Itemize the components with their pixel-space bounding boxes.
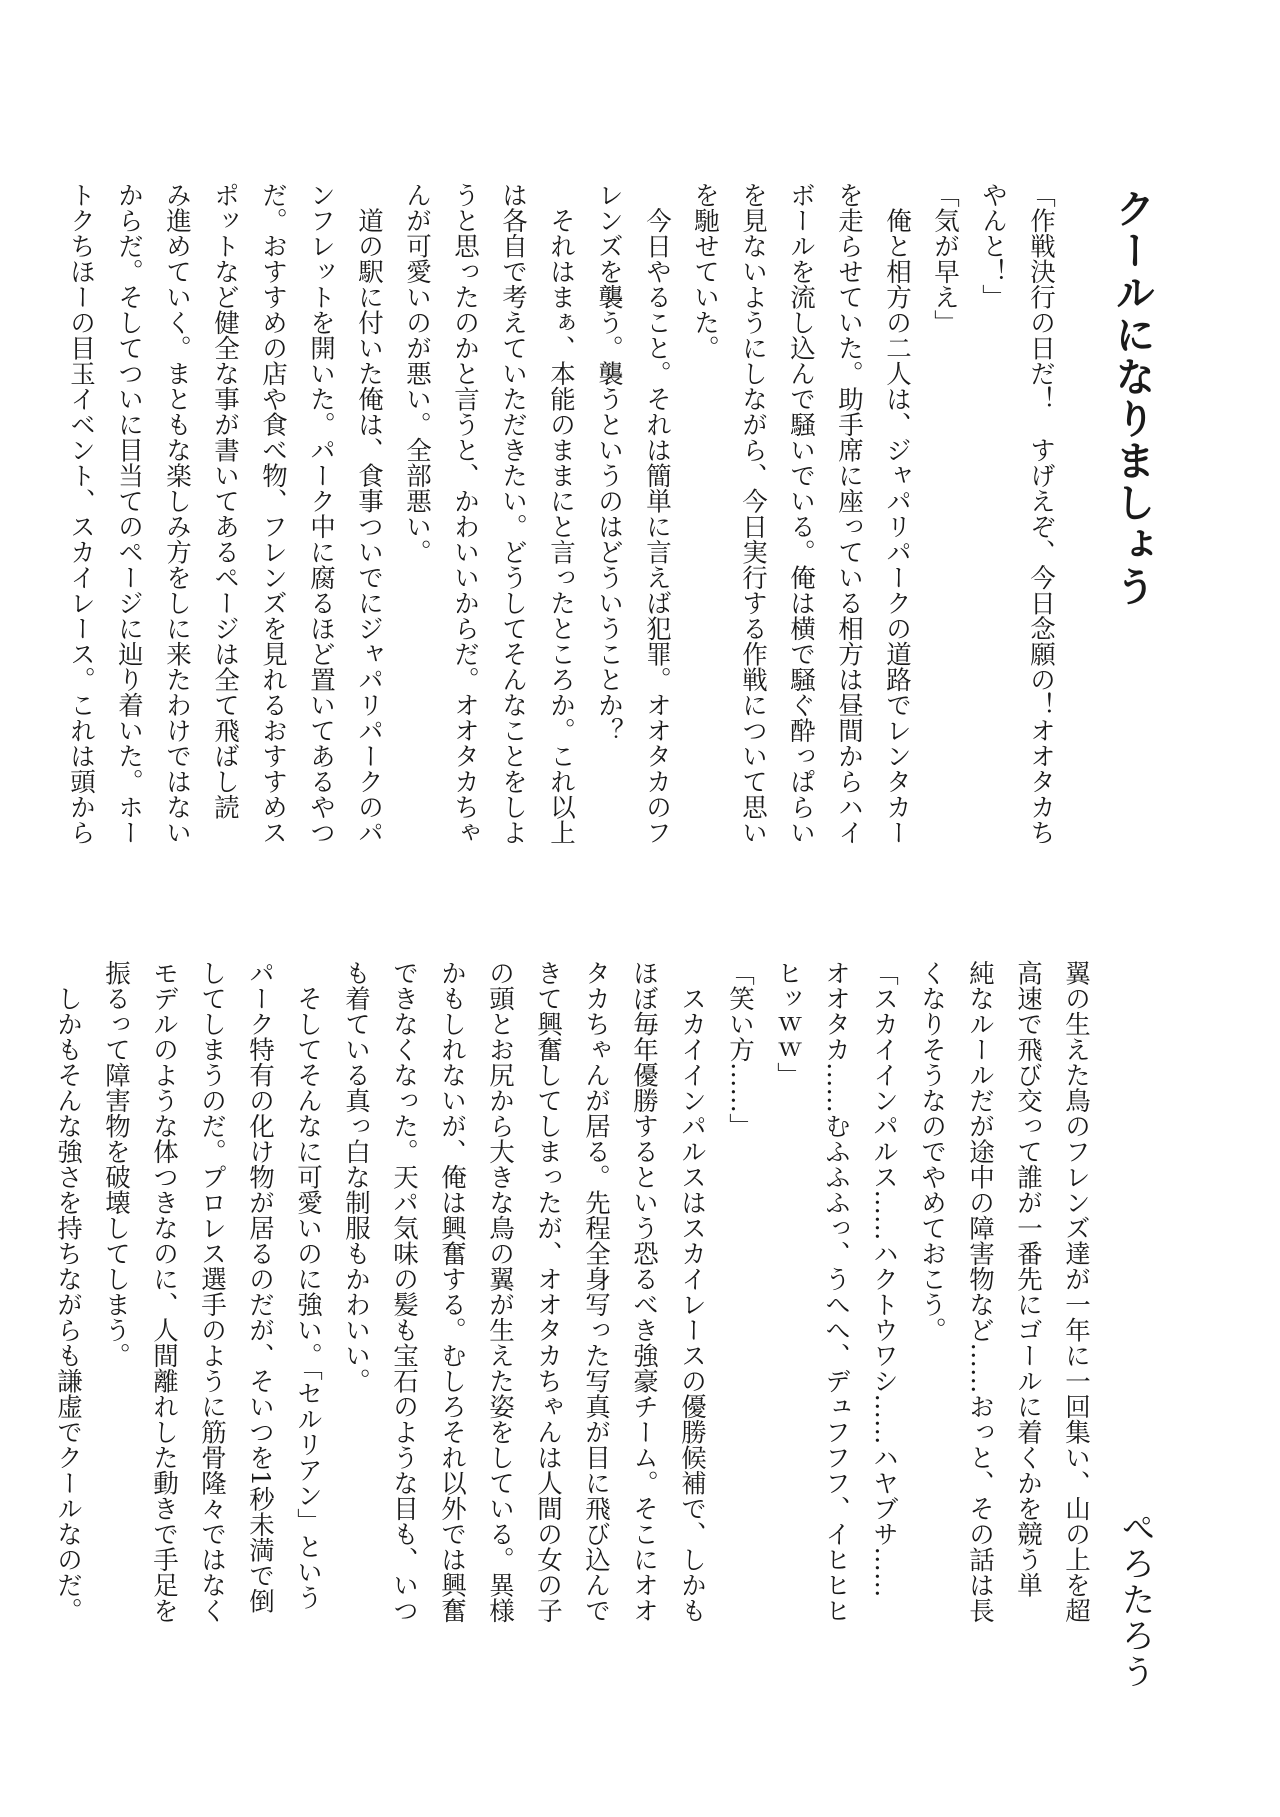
text-line: からだ。そしてついに目当てのページに辿り着いた。ホー [114, 182, 144, 845]
text-line: しかもそんな強さを持ちながらも謙虚でクールなのだ。 [53, 960, 83, 1623]
text-line: 俺と相方の二人は、ジャパリパークの道路でレンタカー [882, 182, 912, 845]
upper-text-block [57, 182, 1065, 902]
text-line: 「作戦決行の日だ！ すげえぞ、今日念願の！オオタカち [1026, 182, 1056, 845]
text-line: ほぼ毎年優勝するという恐るべき強豪チーム。そこにオオ [629, 960, 659, 1623]
lower-text-block [44, 960, 1100, 1680]
text-line: できなくなった。天パ気味の髪も宝石のような目も、いつ [389, 960, 419, 1623]
text-line: きて興奮してしまったが、オオタカちゃんは人間の女の子 [533, 960, 563, 1623]
text-line: 今日やること。それは簡単に言えば犯罪。オオタカのフ [642, 182, 672, 845]
text-line: モデルのような体つきなのに、人間離れした動きで手足を [149, 960, 179, 1623]
text-line: 振るって障害物を破壊してしまう。 [101, 960, 131, 1368]
text-line: トクちほーの目玉イベント、スカイレース。これは頭から [66, 182, 96, 845]
text-line: 翼の生えた鳥のフレンズ達が一年に一回集い、山の上を超 [1061, 960, 1091, 1623]
text-line: み進めていく。まともな楽しみ方をしに来たわけではない [162, 182, 192, 845]
text-line: くなりそうなのでやめておこう。 [917, 960, 947, 1343]
text-line: タカちゃんが居る。先程全身写った写真が目に飛び込んで [581, 960, 611, 1623]
text-line: してしまうのだ。プロレス選手のように筋骨隆々ではなく [197, 960, 227, 1623]
text-line: を走らせていた。助手席に座っている相方は昼間からハイ [834, 182, 864, 845]
text-line: 道の駅に付いた俺は、食事ついでにジャパリパークのパ [354, 182, 384, 845]
text-line: ポットなど健全な事が書いてあるページは全て飛ばし読 [210, 182, 240, 820]
text-line: だ。おすすめの店や食べ物、フレンズを見れるおすすめス [258, 182, 288, 845]
text-line: 高速で飛び交って誰が一番先にゴールに着くかを競う単 [1013, 960, 1043, 1598]
text-line: は各自で考えていただきたい。どうしてそんなことをしよ [498, 182, 528, 845]
text-line: 純なルールだが途中の障害物など……おっと、その話は長 [965, 960, 995, 1623]
text-line: かもしれないが、俺は興奮する。むしろそれ以外では興奮 [437, 960, 467, 1623]
text-line: オオタカ……むふふふっ、うへへ、デュフフフ、イヒヒヒ [821, 960, 851, 1623]
text-line: ンフレットを開いた。パーク中に腐るほど置いてあるやつ [306, 182, 336, 845]
text-line: 「笑い方……」 [725, 960, 755, 1139]
text-line: パーク特有の化け物が居るのだが、そいつを1秒未満で倒 [245, 960, 275, 1614]
author-name: ぺろたろう [1115, 1510, 1155, 1690]
text-line: そしてそんなに可愛いのに強い。「セルリアン」という [293, 960, 323, 1611]
text-line: の頭とお尻から大きな鳥の翼が生えた姿をしている。異様 [485, 960, 515, 1623]
story-title: クールになりましょう [1109, 188, 1155, 608]
text-line: レンズを襲う。襲うというのはどういうことか？ [594, 182, 624, 743]
text-line: それはまぁ、本能のままにと言ったところか。これ以上 [546, 182, 576, 845]
text-line: も着ている真っ白な制服もかわいい。 [341, 960, 371, 1394]
text-line: を見ないようにしながら、今日実行する作戦について思い [738, 182, 768, 845]
text-line: 「スカイインパルス……ハクトウワシ……ハヤブサ…… [869, 960, 899, 1598]
text-line: スカイインパルスはスカイレースの優勝候補で、しかも [677, 960, 707, 1623]
text-line: ヒッｗｗ」 [773, 960, 803, 1088]
text-line: んが可愛いのが悪い。全部悪い。 [402, 182, 432, 565]
text-line: やんと！」 [978, 182, 1008, 310]
text-line: 「気が早え」 [930, 182, 960, 335]
text-line: ボールを流し込んで騒いでいる。俺は横で騒ぐ酔っぱらい [786, 182, 816, 845]
text-line: うと思ったのかと言うと、かわいいからだ。オオタカちゃ [450, 182, 480, 845]
text-line: を馳せていた。 [690, 182, 720, 361]
